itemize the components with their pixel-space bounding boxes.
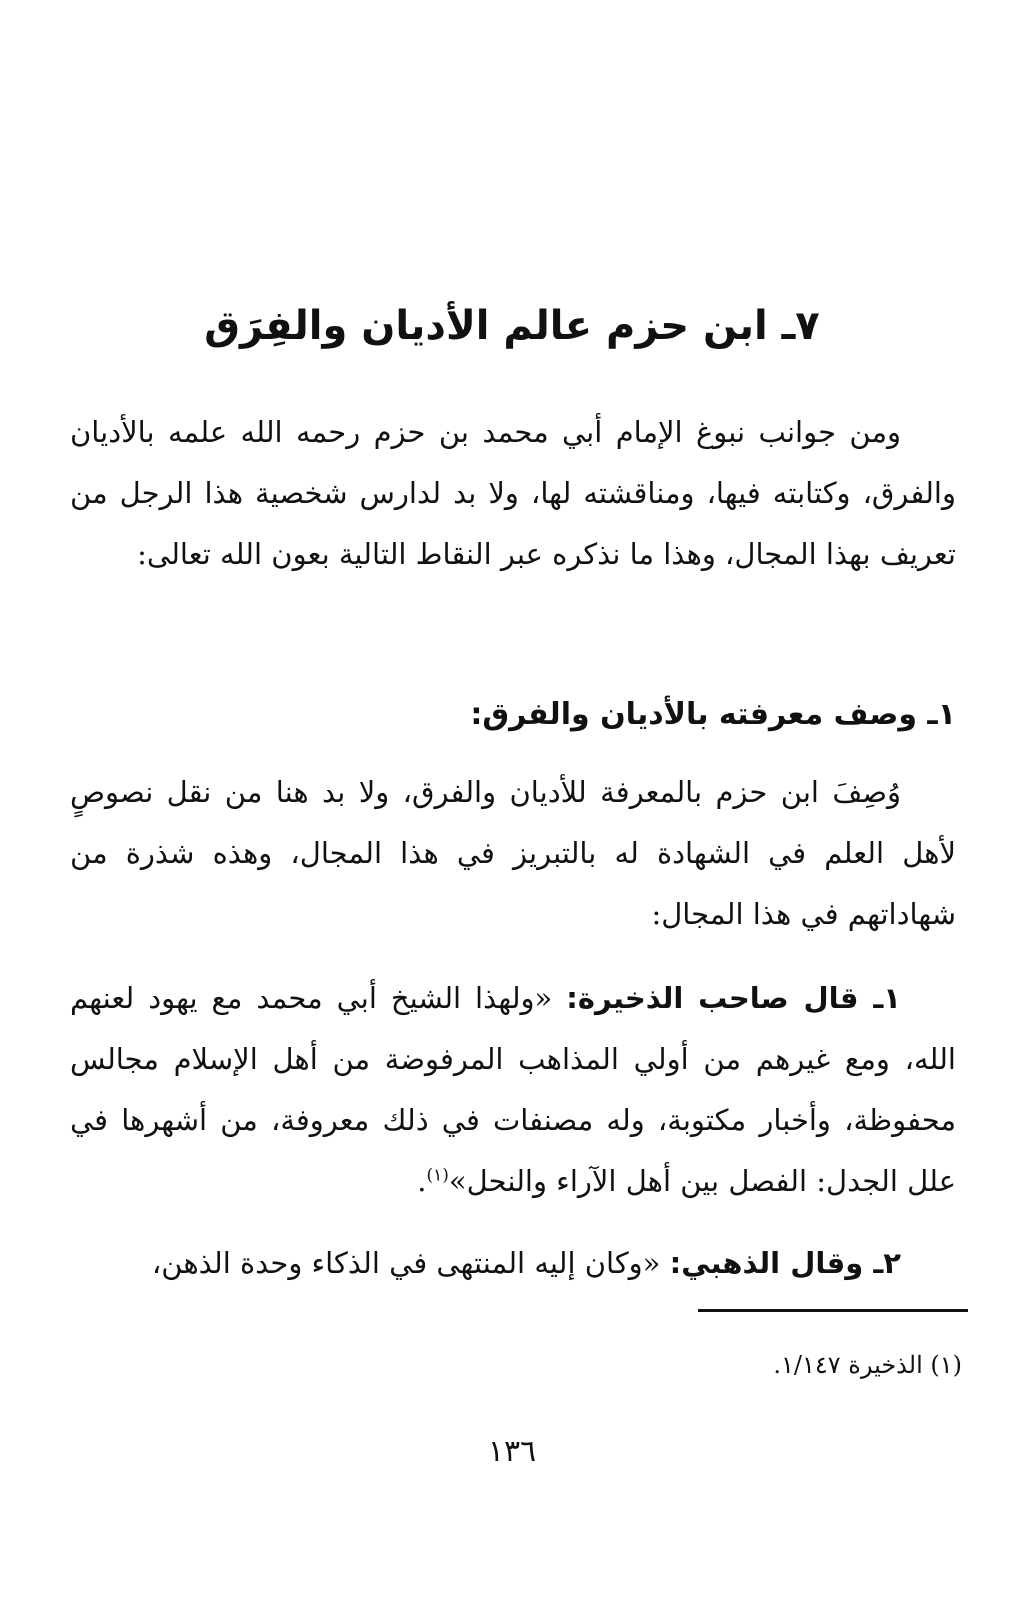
- quote-paragraph-2: [70, 1233, 956, 1294]
- quote-2-text: «وكان إليه المنتهى في الذكاء وحدة الذهن،: [151, 1246, 670, 1280]
- quote-1-text: «ولهذا الشيخ أبي محمد مع يهود لعنهم الله، ومع غيرهم من أولي المذاهب المرفوضة من أهل الإسلام مجالس محفوظة، وأخبار مكتوبة، وله مصنفات في ذلك معروفة، من أشهرها في علل الجدل: الفصل بين أهل الآراء والنحل»: [70, 981, 956, 1198]
- footnote-reference[interactable]: (١): [426, 1165, 449, 1186]
- page-number: ١٣٦: [487, 1434, 537, 1469]
- section-heading: ١ـ وصف معرفته بالأديان والفرق:: [470, 697, 956, 732]
- chapter-title: ٧ـ ابن حزم عالم الأديان والفِرَق: [204, 303, 820, 349]
- footnote: (١) الذخيرة ١/١٤٧.: [773, 1351, 962, 1379]
- quote-2-lead: ٢ـ وقال الذهبي:: [669, 1246, 901, 1280]
- description-paragraph: وُصِفَ ابن حزم بالمعرفة للأديان والفرق، ولا بد هنا من نقل نصوصٍ لأهل العلم في الشهادة له بالتبريز في هذا المجال، وهذه شذرة من شهاداتهم في هذا المجال:: [70, 775, 956, 931]
- quote-1-end: .: [417, 1164, 427, 1198]
- quote-paragraph-1: [70, 968, 956, 1212]
- quote-1-lead: ١ـ قال صاحب الذخيرة:: [566, 981, 901, 1015]
- footnote-divider: [698, 1309, 968, 1312]
- intro-paragraph: ومن جوانب نبوغ الإمام أبي محمد بن حزم رحمه الله علمه بالأديان والفرق، وكتابته فيها، ومناقشته لها، ولا بد لدارس شخصية هذا الرجل من تعريف بهذا المجال، وهذا ما نذكره عبر النقاط التالية بعون الله تعالى:: [70, 415, 956, 571]
